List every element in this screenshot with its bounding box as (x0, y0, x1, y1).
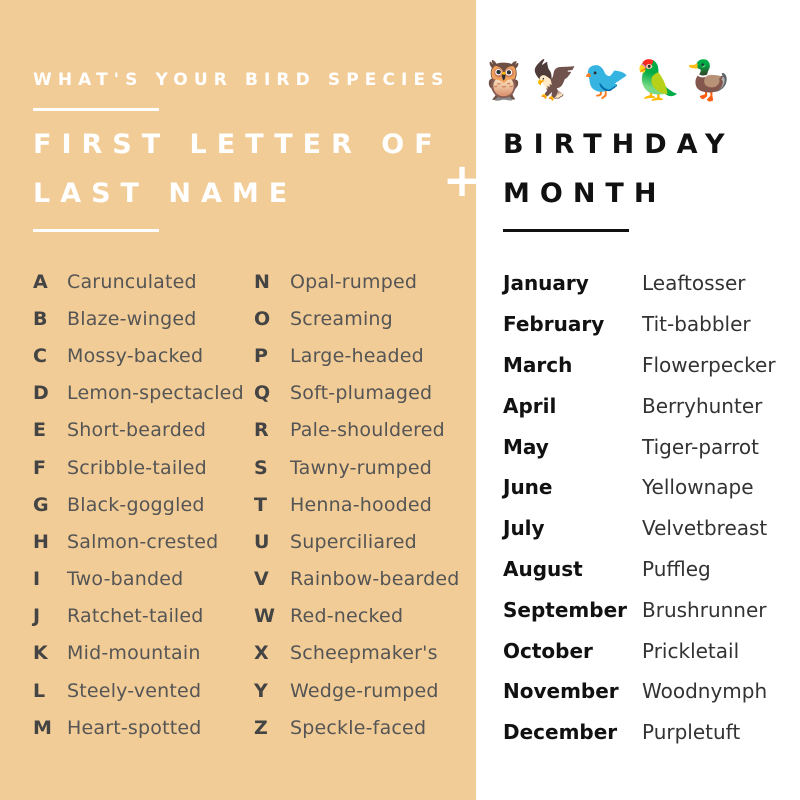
list-item (254, 486, 460, 523)
letter-label: U (254, 530, 270, 553)
list-item (503, 345, 776, 386)
species-word: Black-goggled (67, 493, 205, 516)
letter-label: C (33, 344, 47, 367)
list-item (503, 304, 776, 345)
letter-label: W (254, 605, 275, 628)
species-word: Henna-hooded (290, 493, 433, 516)
bird-word: Purpletuft (642, 720, 741, 745)
bird-emoji-row (480, 52, 733, 108)
letter-label: X (254, 642, 269, 665)
month-label: August (503, 556, 583, 581)
list-item (33, 672, 244, 709)
letter-label: K (33, 642, 48, 665)
species-word: Steely-vented (67, 679, 202, 702)
list-item (33, 263, 244, 300)
list-item (254, 375, 460, 412)
species-word: Large-headed (290, 344, 424, 367)
species-word: Wedge-rumped (290, 679, 439, 702)
right-heading-line-1: BIRTHDAY (503, 129, 735, 160)
species-word: Scribble-tailed (67, 456, 207, 479)
month-label: May (503, 434, 549, 459)
month-label: July (503, 516, 545, 541)
list-item (503, 671, 776, 712)
month-label: October (503, 638, 593, 663)
list-item (33, 412, 244, 449)
species-word: Mid-mountain (67, 642, 201, 665)
letter-label: Q (254, 382, 271, 405)
letter-label: Y (254, 679, 268, 702)
list-item (503, 385, 776, 426)
left-heading-line-2: LAST NAME (33, 178, 298, 209)
bird-word: Velvetbreast (642, 516, 768, 541)
list-item (254, 561, 460, 598)
species-word: Mossy-backed (67, 344, 204, 367)
letter-label: O (254, 307, 271, 330)
list-item (254, 598, 460, 635)
month-label: June (503, 475, 553, 500)
bird-word: Puffleg (642, 556, 711, 581)
bird-word: Tiger-parrot (642, 434, 760, 459)
species-word: Short-bearded (67, 419, 207, 442)
bird-word: Berryhunter (642, 393, 763, 418)
left-heading-underline (33, 229, 159, 232)
letter-label: S (254, 456, 268, 479)
species-word: Opal-rumped (290, 270, 418, 293)
left-heading-line-1: FIRST LETTER OF (33, 129, 443, 160)
letter-label: V (254, 568, 269, 591)
month-label: January (503, 271, 589, 296)
list-item (503, 426, 776, 467)
species-word: Heart-spotted (67, 716, 202, 739)
month-label: February (503, 312, 605, 337)
month-label: November (503, 679, 619, 704)
list-item (503, 589, 776, 630)
list-item (503, 263, 776, 304)
list-item (33, 375, 244, 412)
letter-label: I (33, 568, 41, 591)
list-item (33, 449, 244, 486)
list-item (254, 300, 460, 337)
list-item (33, 523, 244, 560)
letter-list-n-to-z (254, 263, 460, 746)
bird-word: Brushrunner (642, 597, 767, 622)
letter-label: T (254, 493, 267, 516)
list-item (254, 709, 460, 746)
bird-word: Flowerpecker (642, 352, 776, 377)
list-item (33, 337, 244, 374)
list-item (254, 523, 460, 560)
species-word: Speckle-faced (290, 716, 427, 739)
month-label: September (503, 597, 627, 622)
month-label: March (503, 352, 573, 377)
bird-word: Tit-babbler (642, 312, 751, 337)
letter-label: L (33, 679, 46, 702)
list-item (33, 709, 244, 746)
list-item (254, 449, 460, 486)
list-item (254, 635, 460, 672)
species-word: Salmon-crested (67, 530, 219, 553)
letter-label: B (33, 307, 48, 330)
letter-label: D (33, 382, 49, 405)
species-word: Screaming (290, 307, 393, 330)
letter-label: P (254, 344, 268, 367)
list-item (503, 712, 776, 753)
list-item (33, 561, 244, 598)
letter-label: R (254, 419, 269, 442)
list-item (254, 412, 460, 449)
letter-label: E (33, 419, 46, 442)
letter-label: G (33, 493, 49, 516)
list-item (33, 300, 244, 337)
list-item (254, 337, 460, 374)
letter-label: F (33, 456, 46, 479)
parrot-icon: 🦜 (633, 58, 682, 102)
list-item (33, 635, 244, 672)
species-word: Scheepmaker's (290, 642, 438, 665)
species-word: Tawny-rumped (290, 456, 433, 479)
bird-icon: 🐦 (582, 58, 630, 102)
bird-word: Prickletail (642, 638, 740, 663)
letter-label: A (33, 270, 48, 293)
month-label: April (503, 393, 557, 418)
bird-word: Woodnymph (642, 679, 768, 704)
letter-label: N (254, 270, 270, 293)
list-item (254, 263, 460, 300)
list-item (503, 630, 776, 671)
species-word: Red-necked (290, 605, 404, 628)
owl-icon: 🦉 (480, 58, 528, 102)
species-word: Superciliared (290, 530, 417, 553)
letter-label: H (33, 530, 49, 553)
species-word: Blaze-winged (67, 307, 197, 330)
duck-icon: 🦆 (685, 58, 733, 102)
list-item (254, 672, 460, 709)
list-item (33, 598, 244, 635)
plus-sign: + (442, 153, 482, 207)
right-heading-underline (503, 229, 629, 232)
title-underline (33, 108, 159, 111)
list-item (503, 549, 776, 590)
species-word: Rainbow-bearded (290, 568, 460, 591)
list-item (33, 486, 244, 523)
list-item (503, 508, 776, 549)
month-label: December (503, 720, 618, 745)
letter-list-a-to-m (33, 263, 244, 746)
list-item (503, 467, 776, 508)
letter-label: M (33, 716, 52, 739)
month-list (503, 263, 776, 753)
bird-word: Yellownape (642, 475, 754, 500)
species-word: Carunculated (67, 270, 197, 293)
bird-word: Leaftosser (642, 271, 746, 296)
eagle-icon: 🦅 (531, 58, 579, 102)
species-word: Pale-shouldered (290, 419, 445, 442)
letter-label: J (33, 605, 41, 628)
species-word: Soft-plumaged (290, 382, 433, 405)
page-title: WHAT'S YOUR BIRD SPECIES (33, 70, 450, 90)
species-word: Ratchet-tailed (67, 605, 204, 628)
letter-label: Z (254, 716, 268, 739)
right-heading-line-2: MONTH (503, 178, 667, 209)
species-word: Lemon-spectacled (67, 382, 244, 405)
species-word: Two-banded (67, 568, 184, 591)
